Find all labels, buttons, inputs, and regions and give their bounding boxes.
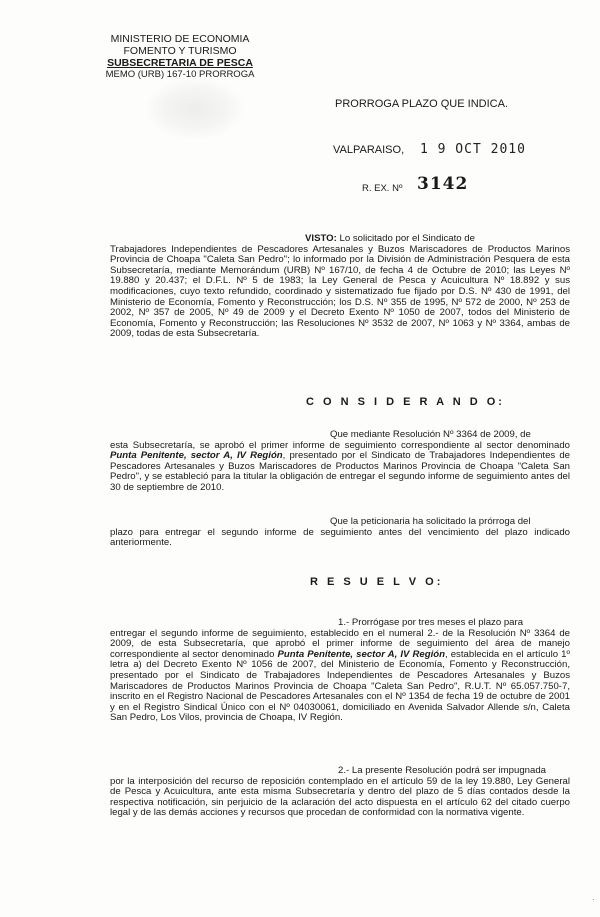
considerando-paragraph-1 [110, 430, 570, 494]
resuelvo-paragraph-2 [110, 766, 570, 819]
resuelvo-2-text: por la interposición del recurso de reposición contemplado en el artículo 59 de la ley 19.880, Ley General de Pesca y Acuicultura, ante esta misma Subsecretaría y dentro del plazo de 5 días contados desde la respectiva notificación, sin perjuicio de la aclaración del acto dispuesta en el artículo 62 del citado cuerpo legal y de las demás acciones y recursos que procedan de conformidad con la normativa vigente. [110, 775, 570, 819]
memo-reference: MEMO (URB) 167-10 PRORROGA [105, 69, 255, 80]
resuelvo-1-text [110, 629, 570, 724]
resolution-number: 3142 [417, 174, 469, 194]
considerando-2-text: plazo para entregar el segundo informe de seguimiento antes del vencimiento del plazo indicado anteriormente. [110, 526, 570, 549]
subject-line: PRORROGA PLAZO QUE INDICA. [335, 98, 508, 110]
sector-name-emphasis-2: Punta Penitente, sector A, IV Región [277, 648, 445, 660]
considerando-1-first-line: Que mediante Resolución Nº 3364 de 2009, de [330, 429, 531, 440]
visto-first-line: Lo solicitado por el Sindicato de [339, 233, 475, 244]
ministry-subtitle: FOMENTO Y TURISMO [123, 45, 237, 57]
visto-paragraph [110, 234, 570, 340]
place-label: VALPARAISO, [333, 144, 405, 156]
visto-label: VISTO: [305, 233, 337, 244]
considerando-2-first-line: Que la peticionaria ha solicitado la prórroga del [330, 516, 531, 527]
considerando-paragraph-2 [110, 517, 570, 549]
undersecretariat-name: SUBSECRETARIA DE PESCA [107, 57, 253, 69]
resuelvo-2-first-line: 2.- La presente Resolución podrá ser impugnada [338, 765, 546, 776]
resolution-prefix: R. EX. Nº [362, 183, 403, 194]
resuelvo-paragraph-1 [110, 618, 570, 724]
resuelvo-heading: R E S U E L V O: [310, 576, 444, 588]
resuelvo-1-part-a: entregar el segundo informe de seguimiento, establecido en el numeral 2.- de la Resolución Nº 3364 de 2009, de esta Subsecretaría, que aprobó el primer informe de seguimiento del área de manejo correspondiente al sector denominado [110, 627, 570, 660]
official-seal-icon [145, 78, 245, 140]
sector-name-emphasis: Punta Penitente, sector A, IV Región [110, 450, 283, 462]
visto-text: Trabajadores Independientes de Pescadores Artesanales y Buzos Mariscadores de Productos Marinos Provincia de Choapa "Caleta San Pedro"; lo informado por la División de Administración Pesquera de esta Subsecretaría, mediante Memorándum (URB) Nº 167/10, de fecha 4 de Octubre de 2010; las Leyes Nº 19.880 y 20.437; el D.F.L. Nº 5 de 1983; la Ley General de Pesca y Acuicultura Nº 18.892 y sus modificaciones, cuyo texto refundido, coordinado y sistematizado fue fijado por D.S. Nº 430 de 1991, del Ministerio de Economía, Fomento y Reconstrucción; los D.S. Nº 355 de 1995, Nº 572 de 2000, Nº 253 de 2002, Nº 357 de 2005, Nº 49 de 2009 y el Decreto Exento Nº 1050 de 2007, todos del Ministerio de Economía, Fomento y Reconstrucción; las Resoluciones Nº 3532 de 2007, Nº 1063 y Nº 3364, ambas de 2009, todas de esta Subsecretaría. [110, 243, 570, 340]
considerando-heading: C O N S I D E R A N D O: [306, 396, 505, 408]
considerando-1-part-b: , presentado por el Sindicato de Trabajadores Independientes de Pescadores Artesanales y Buzos Mariscadores de Productos Marinos Provincia de Choapa "Caleta San Pedro", y se estableció para la titular la obligación de entregar el segundo informe de seguimiento antes del 30 de septiembre de 2010. [110, 450, 570, 493]
considerando-1-part-a: esta Subsecretaría, se aprobó el primer informe de seguimiento correspondiente al sector denominado [110, 439, 570, 451]
page-edge-mark: · [592, 895, 595, 904]
resuelvo-1-part-b: , establecida en el artículo 1º letra a) del Decreto Exento Nº 1056 de 2007, del Ministerio de Economía, Fomento y Reconstrucción, presentado por el Sindicato de Trabajadores Independientes de Pescadores Artesanales y Buzos Mariscadores de Productos Marinos Provincia de Choapa "Caleta San Pedro", R.U.T. Nº 65.057.750-7, inscrito en el Registro Nacional de Pescadores Artesanales con el Nº 1354 de fecha 19 de octubre de 2001 y en el Registro Sindical Único con el Nº 04030061, domiciliado en Avenida Salvador Allende s/n, Caleta San Pedro, Los Vilos, provincia de Choapa, IV Región. [110, 648, 570, 724]
considerando-1-text [110, 441, 570, 494]
letterhead [100, 33, 260, 81]
resuelvo-1-first-line: 1.- Prorrógase por tres meses el plazo para [338, 617, 524, 628]
date-stamp: 1 9 OCT 2010 [420, 142, 526, 157]
ministry-name: MINISTERIO DE ECONOMIA [110, 33, 250, 45]
